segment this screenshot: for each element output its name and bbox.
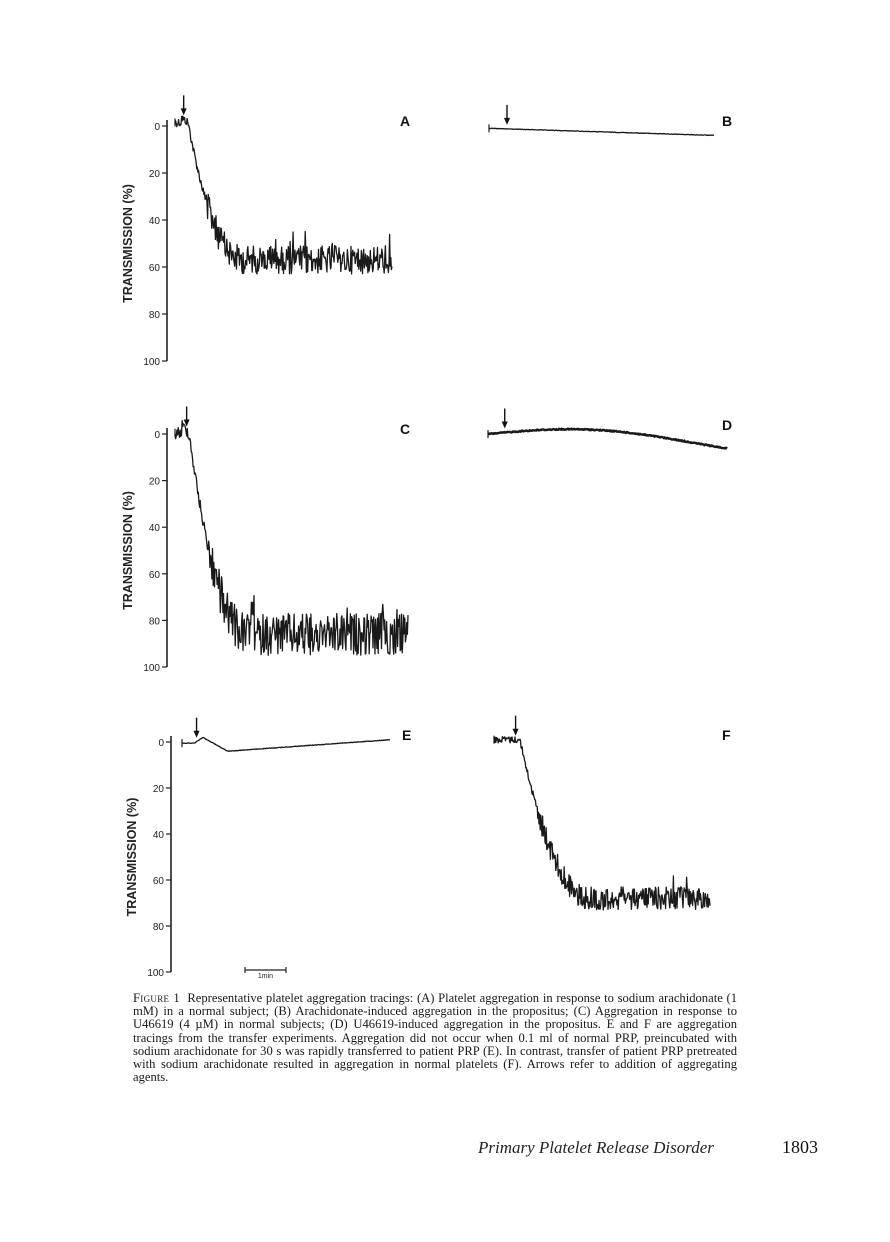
y-tick-label-a-20: 20 bbox=[148, 169, 160, 180]
y-tick-label-a-80: 80 bbox=[148, 310, 160, 321]
trace-a bbox=[175, 116, 392, 274]
y-axis-label-e: TRANSMISSION (%) bbox=[125, 797, 139, 917]
y-tick-label-a-100: 100 bbox=[143, 357, 160, 368]
figure-caption bbox=[133, 992, 737, 1084]
arrow-head-a bbox=[181, 108, 187, 115]
panel-label-c: C bbox=[400, 421, 411, 437]
trace-d bbox=[488, 429, 727, 449]
y-tick-label-e-20: 20 bbox=[152, 784, 164, 795]
y-tick-label-c-100: 100 bbox=[143, 663, 160, 674]
y-axis-label-c: TRANSMISSION (%) bbox=[121, 491, 135, 610]
y-tick-label-a-0: 0 bbox=[154, 122, 160, 133]
panel-label-e: E bbox=[402, 727, 412, 743]
running-title: Primary Platelet Release Disorder bbox=[478, 1138, 714, 1157]
trace-f bbox=[494, 737, 710, 910]
y-tick-label-a-40: 40 bbox=[148, 216, 160, 227]
panel-label-b: B bbox=[722, 113, 733, 129]
y-tick-label-e-60: 60 bbox=[152, 876, 164, 887]
trace-e bbox=[182, 738, 390, 752]
y-tick-label-e-100: 100 bbox=[147, 968, 164, 979]
y-tick-label-e-80: 80 bbox=[152, 922, 164, 933]
y-tick-label-c-60: 60 bbox=[148, 569, 160, 581]
arrow-head-f bbox=[513, 729, 519, 736]
y-tick-label-c-0: 0 bbox=[154, 430, 160, 441]
arrow-head-d bbox=[502, 422, 508, 429]
arrow-head-b bbox=[504, 118, 510, 125]
scale-bar-label: 1min bbox=[257, 973, 274, 980]
caption-text: Representative platelet aggregation tracings: (A) Platelet aggregation in response to sodium arachidonate (1 mM) in a normal subject; (B) Arachidonate-induced aggregation in the propositus; (C) Aggregation in response to U46619 (4 µM) in normal subjects; (D) U46619-induced aggregation in the propositus. E and F are aggregation tracings from the transfer experiments. Aggregation did not occur when 0.1 ml of normal PRP, preincubated with sodium arachidonate for 30 s was rapidly transferred to patient PRP (E). In contrast, transfer of patient PRP pretreated with sodium arachidonate resulted in aggregation in normal platelets (F). Arrows refer to addition of aggregating agents. bbox=[133, 991, 737, 1085]
y-tick-label-c-80: 80 bbox=[148, 616, 160, 628]
y-tick-label-e-0: 0 bbox=[158, 738, 164, 749]
panel-label-a: A bbox=[400, 113, 411, 129]
trace-b bbox=[489, 128, 714, 135]
page-number: 1803 bbox=[782, 1137, 818, 1157]
y-tick-label-c-20: 20 bbox=[148, 476, 160, 488]
arrow-head-e bbox=[194, 731, 200, 738]
trace-c bbox=[175, 421, 411, 656]
y-tick-label-a-60: 60 bbox=[148, 263, 160, 274]
panel-label-d: D bbox=[722, 417, 733, 433]
y-tick-label-c-40: 40 bbox=[148, 523, 160, 535]
caption-label: Figure 1 bbox=[133, 991, 180, 1005]
y-axis-label-a: TRANSMISSION (%) bbox=[121, 184, 135, 303]
panel-label-f: F bbox=[722, 727, 731, 743]
y-tick-label-e-40: 40 bbox=[152, 830, 164, 841]
